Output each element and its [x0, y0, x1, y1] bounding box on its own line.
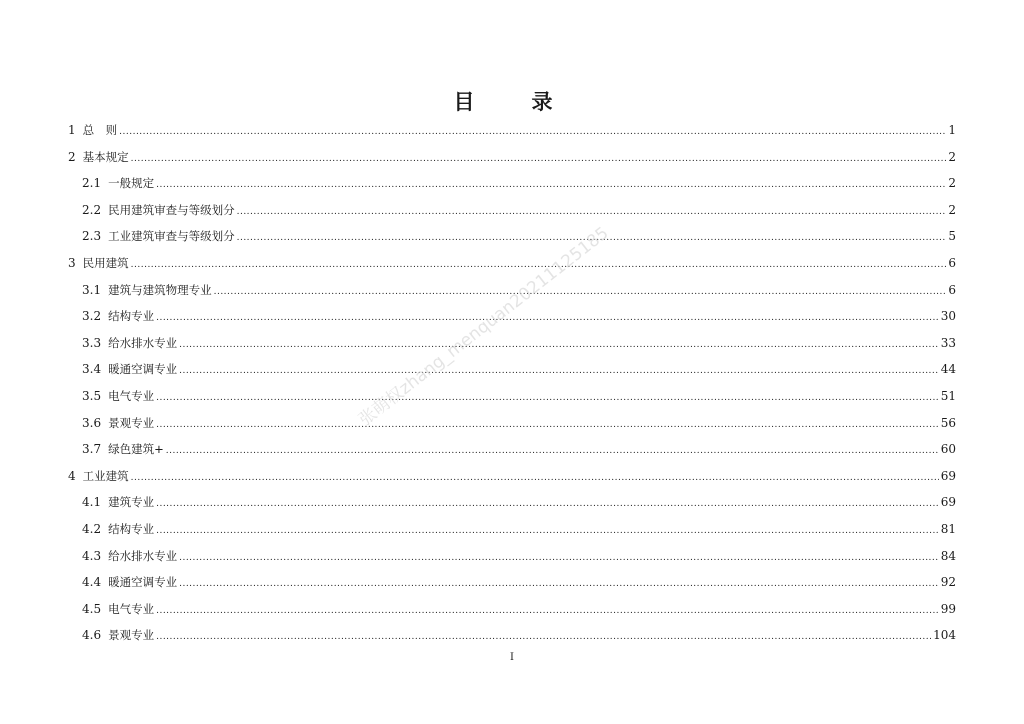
toc-dot-leader: [131, 252, 947, 279]
toc-entry-label: 暖通空调专业: [108, 362, 178, 377]
toc-entry[interactable]: [68, 330, 956, 357]
toc-dot-leader: [131, 146, 947, 173]
toc-entry-number: 4.6: [82, 628, 102, 643]
toc-entry-page: 81: [940, 521, 956, 536]
toc-entry-label: 绿色建筑+: [108, 442, 164, 457]
toc-entry-number: 4.4: [82, 575, 102, 590]
toc-dot-leader: [156, 172, 946, 199]
watermark: 张萌权zhang_menquan20211125185: [355, 223, 613, 431]
toc-dot-leader: [214, 279, 947, 306]
toc-dot-leader: [156, 491, 939, 518]
toc-entry-page: 99: [940, 601, 956, 616]
toc-entry-number: 2.3: [82, 229, 102, 244]
toc-entry-number: 4.1: [82, 495, 102, 510]
toc-entry-page: 1: [948, 123, 956, 137]
toc-entry-page: 33: [940, 335, 956, 350]
toc-entry[interactable]: [68, 489, 956, 516]
toc-entry-label: 景观专业: [108, 628, 155, 643]
toc-dot-leader: [156, 598, 939, 625]
toc-entry-page: 5: [948, 229, 956, 244]
page-title: 目 录: [453, 90, 571, 114]
toc-entry-label: 给水排水专业: [108, 548, 178, 563]
toc-entry-number: 2.2: [82, 202, 102, 217]
toc-entry-page: 60: [940, 442, 956, 457]
table-of-contents: [68, 117, 956, 649]
toc-dot-leader: [119, 119, 946, 146]
toc-entry-label: 建筑与建筑物理专业: [108, 282, 212, 297]
toc-entry-page: 2: [948, 149, 956, 164]
toc-entry[interactable]: [68, 622, 956, 649]
toc-entry-number: 3.5: [82, 388, 102, 403]
toc-entry-number: 2: [68, 149, 76, 164]
toc-entry[interactable]: [68, 383, 956, 410]
toc-dot-leader: [156, 305, 939, 332]
toc-dot-leader: [156, 518, 939, 545]
toc-entry-number: 3.4: [82, 362, 102, 377]
toc-entry-number: 4.3: [82, 548, 102, 563]
toc-entry-page: 44: [940, 362, 956, 377]
toc-dot-leader: [179, 571, 939, 598]
toc-dot-leader: [237, 199, 947, 226]
toc-entry[interactable]: [68, 223, 956, 250]
toc-entry[interactable]: [68, 356, 956, 383]
toc-entry-number: 3.6: [82, 415, 102, 430]
toc-entry-number: 3.7: [82, 442, 102, 457]
toc-entry[interactable]: [68, 197, 956, 224]
toc-entry-number: 4: [68, 468, 76, 483]
toc-entry[interactable]: [68, 277, 956, 304]
toc-entry[interactable]: [68, 569, 956, 596]
toc-entry-label: 基本规定: [82, 149, 129, 164]
toc-entry-page: 2: [948, 202, 956, 217]
toc-entry-page: 69: [940, 468, 956, 483]
toc-entry-number: 3.3: [82, 335, 102, 350]
toc-entry-number: 1: [68, 123, 76, 137]
toc-entry-page: 104: [933, 628, 956, 643]
toc-entry-number: 3: [68, 255, 76, 270]
toc-entry-label: 建筑专业: [108, 495, 155, 510]
toc-entry-label: 电气专业: [108, 601, 155, 616]
toc-entry-label: 结构专业: [108, 521, 155, 536]
toc-entry-page: 69: [940, 495, 956, 510]
footer-page-number: I: [510, 652, 514, 663]
toc-entry-label: 工业建筑: [82, 468, 129, 483]
toc-entry-label: 工业建筑审查与等级划分: [108, 229, 235, 244]
toc-entry-label: 民用建筑审查与等级划分: [108, 202, 235, 217]
toc-entry[interactable]: [68, 303, 956, 330]
toc-entry-label: 电气专业: [108, 388, 155, 403]
toc-entry-number: 4.2: [82, 521, 102, 536]
toc-dot-leader: [179, 358, 939, 385]
toc-dot-leader: [156, 624, 931, 651]
toc-entry-page: 2: [948, 176, 956, 191]
toc-dot-leader: [156, 385, 939, 412]
toc-entry-label: 一般规定: [108, 176, 155, 191]
toc-entry-page: 6: [948, 282, 956, 297]
toc-dot-leader: [237, 225, 947, 252]
toc-entry[interactable]: [68, 596, 956, 623]
toc-dot-leader: [166, 438, 939, 465]
toc-entry-number: 2.1: [82, 176, 102, 191]
toc-entry-page: 84: [940, 548, 956, 563]
toc-entry-number: 3.2: [82, 309, 102, 324]
toc-entry-number: 4.5: [82, 601, 102, 616]
toc-entry-page: 51: [940, 388, 956, 403]
toc-entry[interactable]: [68, 516, 956, 543]
toc-entry-label: 给水排水专业: [108, 335, 178, 350]
toc-entry-number: 3.1: [82, 282, 102, 297]
toc-entry-page: 30: [940, 309, 956, 324]
toc-entry-label: 民用建筑: [82, 255, 129, 270]
toc-entry[interactable]: [68, 117, 956, 144]
toc-entry-label: 结构专业: [108, 309, 155, 324]
toc-dot-leader: [131, 465, 939, 492]
toc-entry[interactable]: [68, 144, 956, 171]
toc-entry-page: 56: [940, 415, 956, 430]
toc-entry-page: 92: [940, 575, 956, 590]
toc-entry[interactable]: [68, 463, 956, 490]
toc-entry[interactable]: [68, 170, 956, 197]
toc-entry[interactable]: [68, 410, 956, 437]
toc-entry-label: 景观专业: [108, 415, 155, 430]
toc-entry[interactable]: [68, 250, 956, 277]
toc-dot-leader: [179, 332, 939, 359]
toc-entry-label: 暖通空调专业: [108, 575, 178, 590]
toc-entry[interactable]: [68, 543, 956, 570]
toc-entry-label: 总 则: [82, 123, 118, 137]
toc-entry[interactable]: [68, 436, 956, 463]
toc-dot-leader: [156, 412, 939, 439]
toc-dot-leader: [179, 545, 939, 572]
toc-entry-page: 6: [948, 255, 956, 270]
